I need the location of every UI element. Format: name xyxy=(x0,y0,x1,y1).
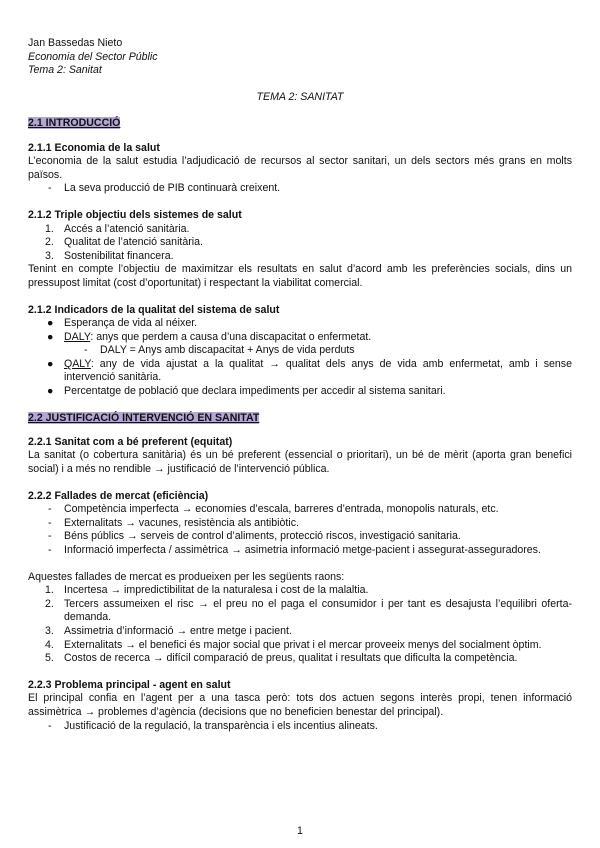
list-item: ● Percentatge de població que declara impediments per accedir al sistema sanitari. xyxy=(47,385,446,398)
list-item: 3. Sostenibilitat financera. xyxy=(45,249,174,262)
paragraph: Tenint en compte l’objectiu de maximitzar els resultats en salut d’acord amb les preferències socials, dins un pressupost limitat (cost d’oportunitat) i respectant la viabilitat comercial. xyxy=(28,263,572,289)
author-name: Jan Bassedas Nieto xyxy=(28,37,123,49)
list-item: - Béns públics → serveis de control d’aliments, protecció riscos, investigació sanitaria. xyxy=(28,530,572,544)
section-heading-text: 2.2 JUSTIFICACIÓ INTERVENCIÓ EN SANITAT xyxy=(28,411,260,424)
list-item: 2. Qualitat de l’atenció sanitària. xyxy=(45,236,203,249)
spacer xyxy=(28,558,572,571)
dash-list xyxy=(28,503,572,557)
topic-name: Tema 2: Sanitat xyxy=(28,64,102,77)
paragraph: El principal confia en l’agent per a una tasca però: tots dos actuen segons interès propi, tenen informació assimètrica → problemes d’agència (decisions que no beneficien benestar del principal). xyxy=(28,692,572,718)
paragraph: Aquestes fallades de mercat es produeixen per les següents raons: xyxy=(28,570,345,583)
bullet-icon: ● xyxy=(47,385,54,398)
list-item: - Justificació de la regulació, la transparència i els incentius alineats. xyxy=(28,720,572,734)
document-title: TEMA 2: SANITAT xyxy=(256,90,344,103)
term-qaly: QALY xyxy=(64,357,91,370)
list-item: 1. Accés a l’atenció sanitària. xyxy=(45,222,190,235)
list-item: - DALY = Anys amb discapacitat + Anys de vida perduts xyxy=(28,344,572,358)
list-item: - Externalitats → vacunes, resistència als antibiòtic. xyxy=(28,517,572,531)
list-item: ● DALY: anys que perdem a causa d’una discapacitat o enfermetat. xyxy=(47,330,372,343)
section-heading xyxy=(28,117,572,131)
numbered-list xyxy=(28,584,572,666)
list-item: 5. Costos de recerca → difícil comparació de preus, qualitat i resultats que dificulta la competència. xyxy=(45,652,518,665)
course-name: Economia del Sector Públic xyxy=(28,50,158,63)
dash-list xyxy=(28,720,572,734)
list-item: 3. Assimetria d’informació → entre metge i pacient. xyxy=(45,624,292,637)
list-item: 1. Incertesa → impredictibilitat de la naturalesa i cost de la malaltia. xyxy=(45,584,369,597)
page-number: 1 xyxy=(297,825,303,837)
dash-list xyxy=(28,182,572,196)
list-item: - Competència imperfecta → economies d’escala, barreres d’entrada, monopolis naturals, etc. xyxy=(28,503,572,517)
paragraph: L’economia de la salut estudia l’adjudicació de recursos al sector sanitari, un dels sectors més grans en molts països. xyxy=(28,155,572,181)
term-daly: DALY xyxy=(64,330,91,343)
section-heading xyxy=(28,412,572,426)
list-item: 4. Externalitats → el benefici és major social que privat i el mercar proveeix menys del socialment òptim. xyxy=(45,638,542,651)
numbered-list xyxy=(28,223,572,264)
document-header xyxy=(28,37,572,78)
list-item: 2. Tercers assumeixen el risc → el preu no el paga el consumidor i per tant es desajusta l’equilibri oferta-demanda. xyxy=(45,597,572,624)
section-introduccio xyxy=(28,117,572,398)
subsection-title: 2.1.2 Triple objectiu dels sistemes de salut xyxy=(28,208,242,221)
subsection-title: 2.1.1 Economia de la salut xyxy=(28,141,160,154)
subsection-title: 2.2.1 Sanitat com a bé preferent (equitat) xyxy=(28,435,233,448)
sub-dash-list xyxy=(28,344,572,358)
bullet-icon: ● xyxy=(47,357,54,370)
subsection-title: 2.2.2 Fallades de mercat (eficiència) xyxy=(28,489,209,502)
subsection-title: 2.2.3 Problema principal - agent en salut xyxy=(28,678,231,691)
bullet-icon: ● xyxy=(47,317,54,330)
list-item: ● Esperança de vida al néixer. xyxy=(47,317,198,330)
list-item: ● QALY: any de vida ajustat a la qualitat → qualitat dels anys de vida amb enfermetat, amb i sense intervenció sanitària. xyxy=(47,357,572,384)
section-heading-text: 2.1 INTRODUCCIÓ xyxy=(28,117,121,130)
subsection-title: 2.1.2 Indicadors de la qualitat del sistema de salut xyxy=(28,303,280,316)
bullet-list xyxy=(28,358,572,399)
bullet-icon: ● xyxy=(47,330,54,343)
list-item: - Informació imperfecta / assimètrica → asimetria informació metge-pacient i assegurat-asseguradores. xyxy=(28,544,572,558)
section-justificacio xyxy=(28,412,572,733)
paragraph: La sanitat (o cobertura sanitària) és un bé preferent (essencial o prioritari), un bé de mèrit (aporta gran benefici social) i a més no rendible → justificació de l’intervenció pública. xyxy=(28,449,572,476)
bullet-list xyxy=(28,317,572,344)
list-item: - La seva producció de PIB continuarà creixent. xyxy=(28,182,572,196)
